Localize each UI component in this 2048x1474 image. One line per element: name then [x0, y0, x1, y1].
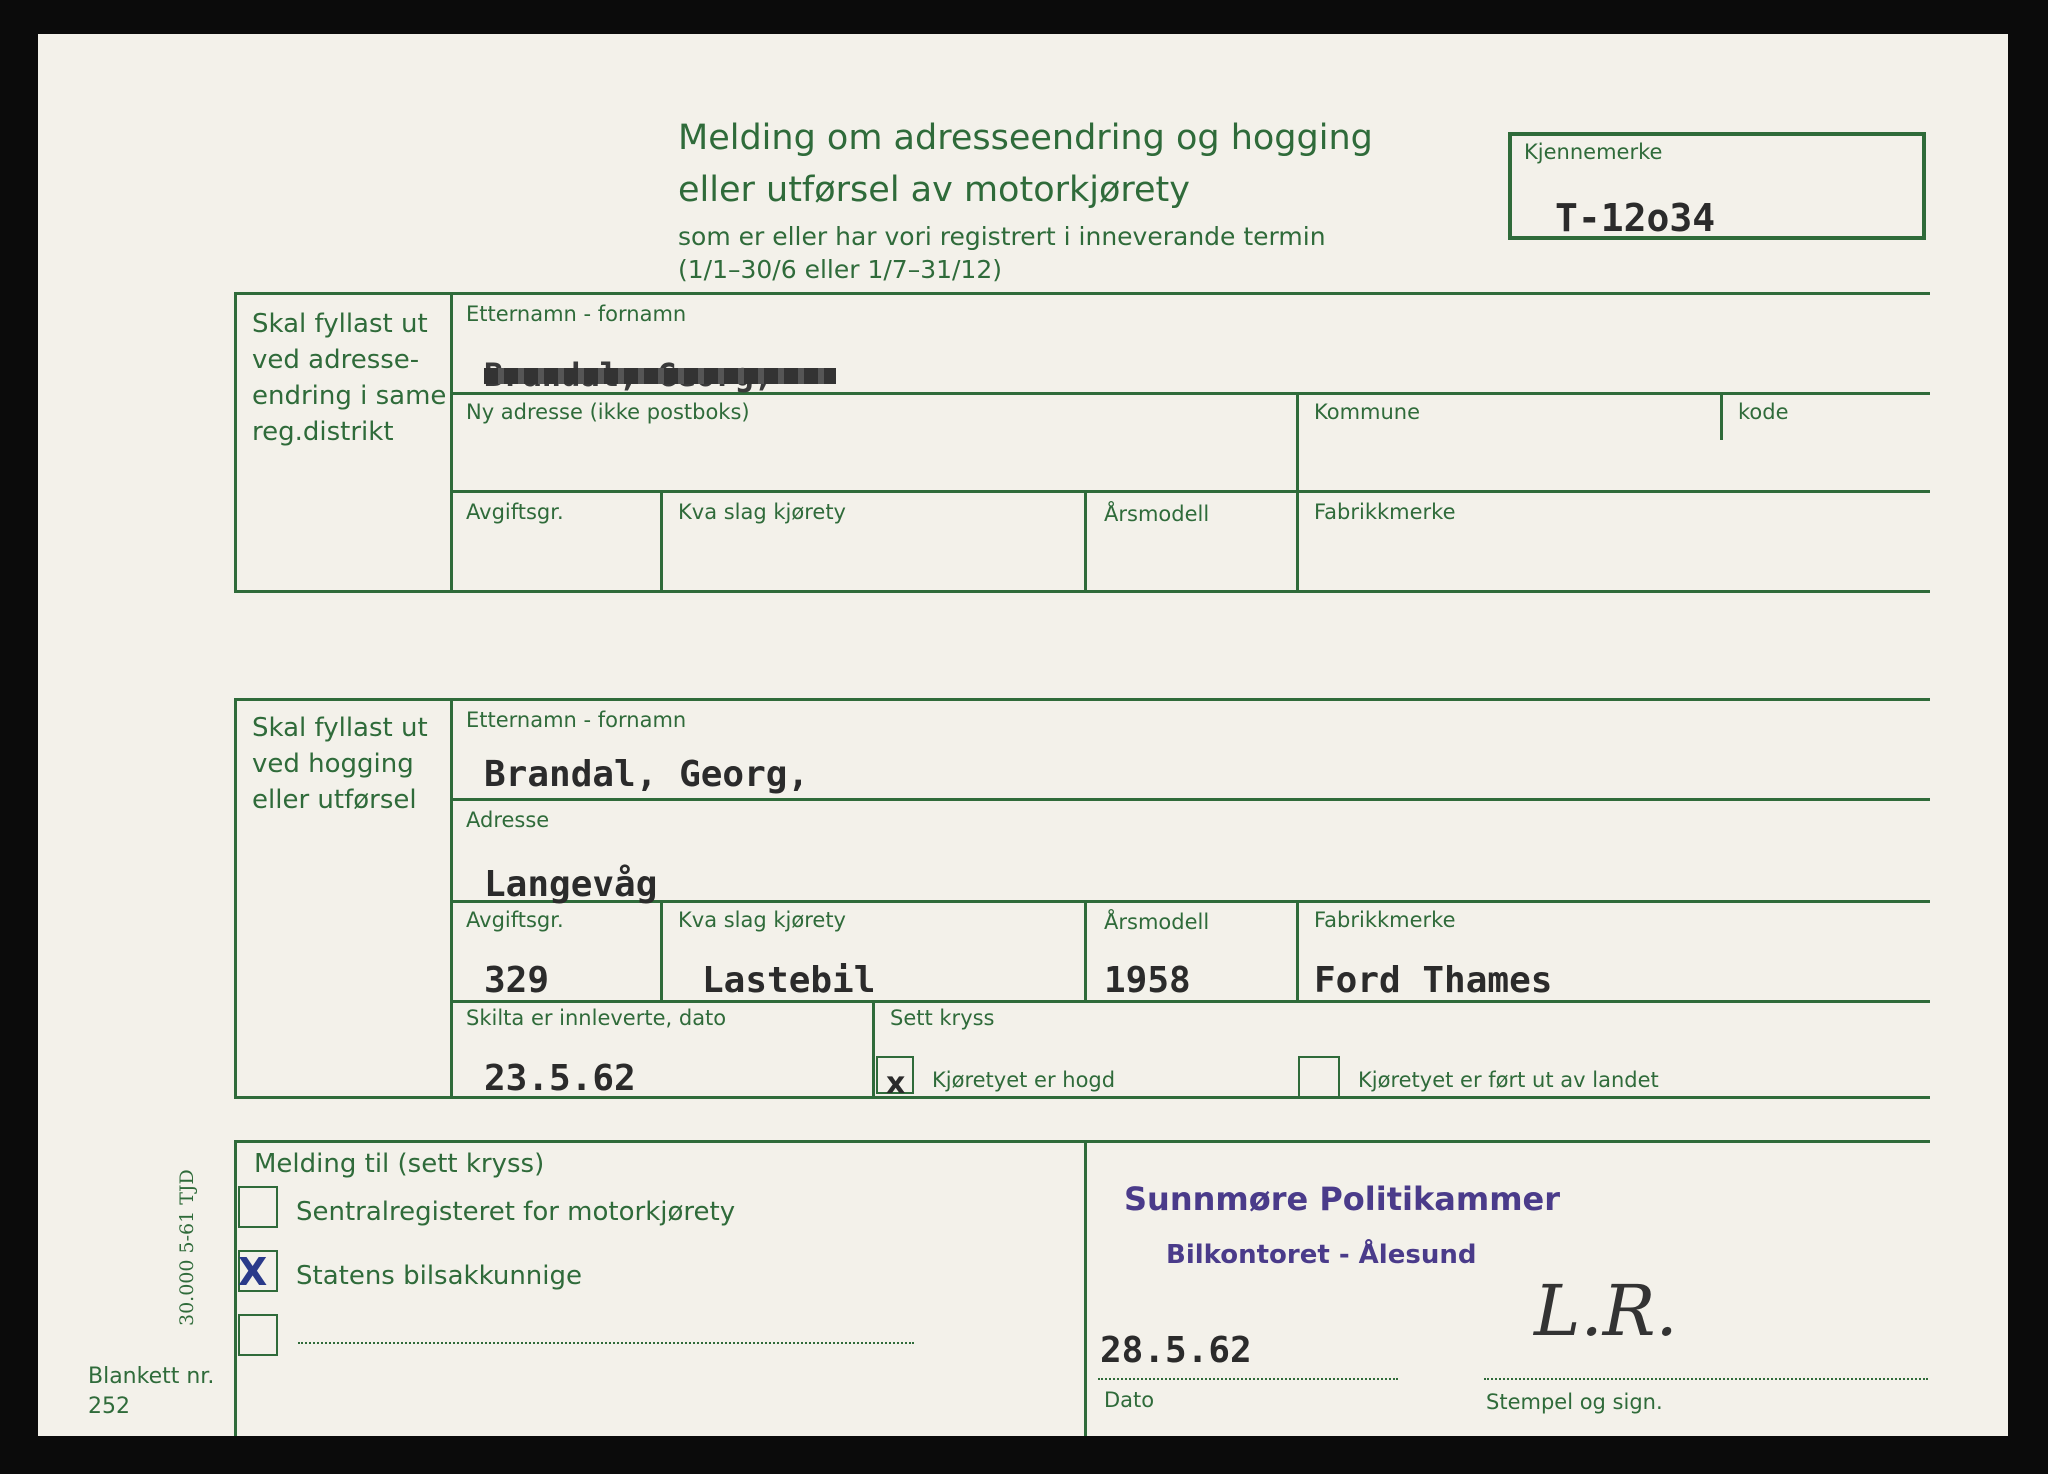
- section1-fabrikkmerke-label: Fabrikkmerke: [1314, 500, 1456, 524]
- section1-kva-slag-label: Kva slag kjørety: [678, 500, 846, 524]
- section2-arsmodell-value[interactable]: 1958: [1104, 960, 1191, 1001]
- section1-arsmodell-label: Årsmodell: [1104, 502, 1210, 526]
- form-title-line1: Melding om adresseendring og hogging: [678, 118, 1373, 158]
- section2-fabrikkmerke-label: Fabrikkmerke: [1314, 908, 1456, 932]
- melding-date-value[interactable]: 28.5.62: [1100, 1330, 1252, 1371]
- checkbox-bilsakkunnige-mark: X: [238, 1250, 268, 1294]
- section1-top-border: [234, 292, 1930, 295]
- section2-side-label: Skal fyllast ut ved hogging eller utførsel: [252, 713, 428, 815]
- section2-divider: [450, 698, 453, 1099]
- signature: L.R.: [1534, 1270, 1678, 1352]
- section2-address-label: Adresse: [466, 808, 550, 832]
- section2-fabrikkmerke-value[interactable]: Ford Thames: [1314, 960, 1553, 1001]
- section3-left-border: [234, 1140, 237, 1436]
- section2-col-divider2: [1084, 900, 1087, 1000]
- section2-left-border: [234, 698, 237, 1099]
- section1-row-line2: [450, 490, 1930, 493]
- section2-kva-slag-value[interactable]: Lastebil: [702, 960, 876, 1001]
- section2-name-label: Etternamn - fornamn: [466, 708, 687, 732]
- blankett-label: Blankett nr.: [88, 1364, 215, 1389]
- section1-avgiftsgr-label: Avgiftsgr.: [466, 500, 564, 524]
- dato-label: Dato: [1104, 1388, 1155, 1412]
- kjennemerke-value[interactable]: T-12o34: [1555, 196, 1716, 240]
- stempel-label: Stempel og sign.: [1486, 1390, 1663, 1414]
- section2-top-border: [234, 698, 1930, 701]
- section1-kode-divider: [1720, 392, 1723, 440]
- section2-kva-slag-label: Kva slag kjørety: [678, 908, 846, 932]
- kjennemerke-label: Kjennemerke: [1524, 140, 1663, 164]
- vertical-print-code: 30.000 5-61 TJD: [176, 1169, 198, 1326]
- section2-row-line1: [450, 798, 1930, 801]
- option-sentralregisteret-label: Sentralregisteret for motorkjørety: [296, 1197, 736, 1227]
- section2-col-divider1: [660, 900, 663, 1000]
- section2-col-divider4: [872, 1000, 875, 1099]
- section1-divider: [450, 292, 453, 593]
- option-hogd-label: Kjøretyet er hogd: [932, 1068, 1116, 1092]
- stempel-line: [1484, 1378, 1928, 1380]
- section2-row-line2: [450, 900, 1930, 903]
- option-utfort-label: Kjøretyet er ført ut av landet: [1358, 1068, 1659, 1092]
- section3-top-border: [234, 1140, 1930, 1143]
- checkbox-other[interactable]: [238, 1314, 278, 1356]
- section3-divider: [1084, 1140, 1087, 1436]
- section1-side-label: Skal fyllast ut ved adresse- endring i same reg.distrikt: [252, 309, 447, 447]
- section2-name-value[interactable]: Brandal, Georg,: [484, 754, 810, 795]
- melding-label: Melding til (sett kryss): [254, 1149, 545, 1179]
- section1-address-label: Ny adresse (ikke postboks): [466, 400, 750, 424]
- stamp-line2: Bilkontoret - Ålesund: [1166, 1240, 1477, 1270]
- form-subtitle-line2: (1/1–30/6 eller 1/7–31/12): [678, 255, 1002, 284]
- strikeout-overtype: [484, 368, 836, 384]
- checkbox-sentralregisteret[interactable]: [238, 1186, 278, 1228]
- form-title-line2: eller utførsel av motorkjørety: [678, 170, 1190, 210]
- stamp-line1: Sunnmøre Politikammer: [1124, 1180, 1561, 1218]
- section1-kommune-label: Kommune: [1314, 400, 1421, 424]
- section1-left-border: [234, 292, 237, 593]
- section1-bottom-border: [234, 590, 1930, 593]
- checkbox-utfort[interactable]: [1298, 1056, 1340, 1098]
- section2-sett-kryss-label: Sett kryss: [890, 1006, 995, 1030]
- section2-avgiftsgr-value[interactable]: 329: [484, 960, 550, 1001]
- section1-kommune-divider: [1296, 392, 1299, 593]
- section1-kode-label: kode: [1738, 400, 1789, 424]
- blankett-number: 252: [88, 1394, 130, 1419]
- section2-skilta-label: Skilta er innleverte, dato: [466, 1006, 727, 1030]
- section2-arsmodell-label: Årsmodell: [1104, 910, 1210, 934]
- dato-line: [1098, 1378, 1398, 1380]
- checkbox-hogd-mark: x: [886, 1066, 906, 1101]
- other-dotted-line[interactable]: [298, 1342, 914, 1344]
- section1-col-divider2: [1084, 490, 1087, 593]
- section2-avgiftsgr-label: Avgiftsgr.: [466, 908, 564, 932]
- section1-name-label: Etternamn - fornamn: [466, 302, 687, 326]
- section2-skilta-value[interactable]: 23.5.62: [484, 1058, 636, 1099]
- section2-address-value[interactable]: Langevåg: [484, 864, 658, 905]
- option-bilsakkunnige-label: Statens bilsakkunnige: [296, 1261, 583, 1291]
- form-subtitle-line1: som er eller har vori registrert i inneverande termin: [678, 222, 1326, 251]
- section1-col-divider1: [660, 490, 663, 593]
- section2-col-divider3: [1296, 900, 1299, 1000]
